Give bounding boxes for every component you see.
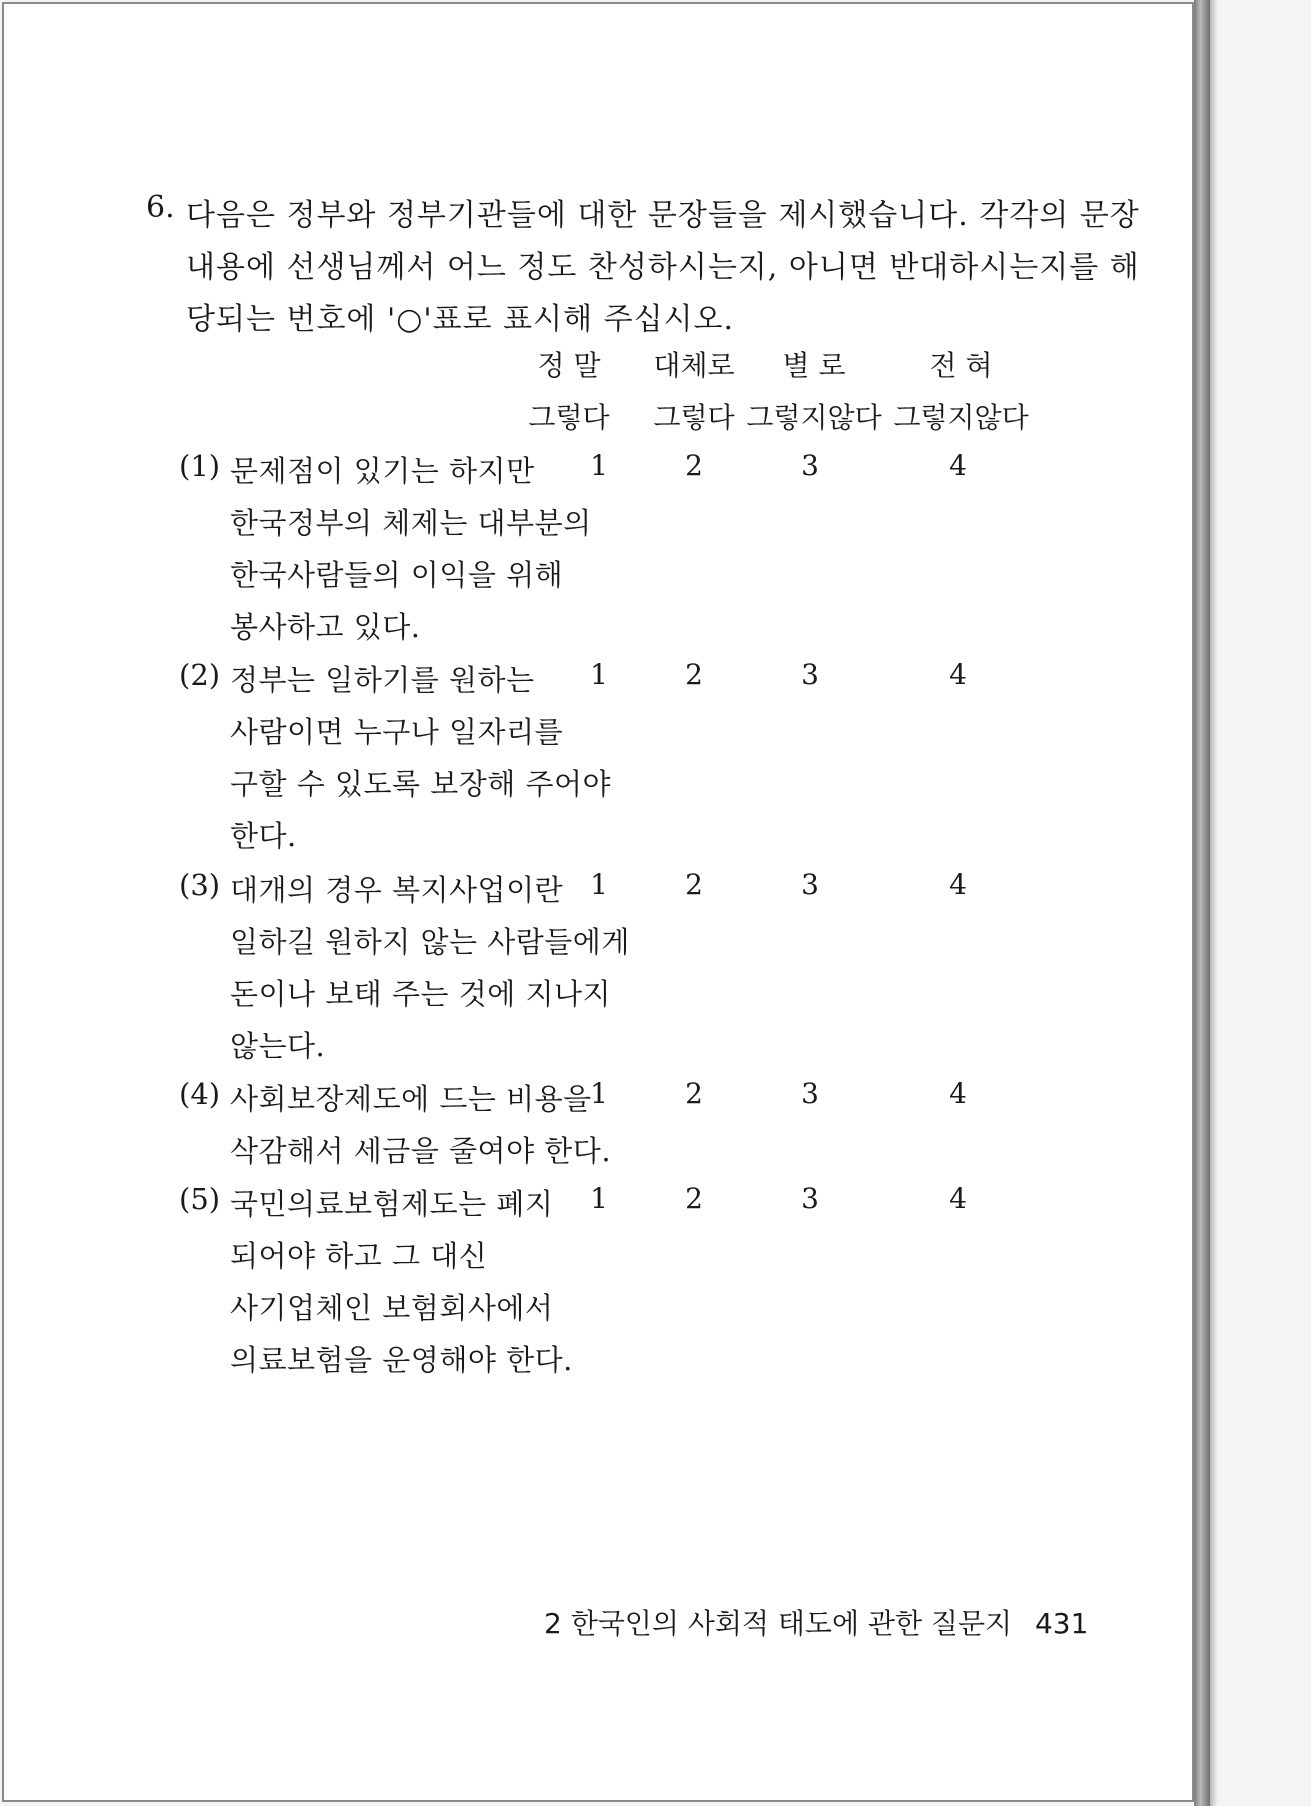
item-1-line-1: 문제점이 있기는 하지만 (230, 454, 535, 488)
document-page (2, 2, 1194, 1802)
item-1-number: (1) (179, 449, 221, 483)
item-2-line-2: 사람이면 누구나 일자리를 (230, 715, 564, 749)
item-2-choice-3[interactable]: 3 (801, 658, 819, 691)
item-5-line-3: 사기업체인 보험회사에서 (230, 1291, 554, 1325)
item-4-number: (4) (179, 1077, 221, 1111)
item-4-choice-2[interactable]: 2 (685, 1077, 703, 1110)
item-3-number: (3) (179, 868, 221, 902)
question-line-1: 다음은 정부와 정부기관들에 대한 문장들을 제시했습니다. 각각의 문장 (186, 198, 1140, 233)
page-footer (544, 1602, 1088, 1642)
item-1-line-3: 한국사람들의 이익을 위해 (230, 558, 564, 592)
scale-header-3-bottom: 그렇지않다 (746, 401, 882, 434)
item-4-choice-4[interactable]: 4 (949, 1077, 967, 1110)
item-2-choice-1[interactable]: 1 (590, 658, 608, 691)
page-number: 431 (1034, 1607, 1089, 1640)
book-spine-edge (1194, 0, 1210, 1806)
item-3-choice-4[interactable]: 4 (949, 868, 967, 901)
scale-header-4-top: 전 혀 (929, 349, 993, 382)
item-2-line-4: 한다. (230, 819, 297, 853)
item-5-choice-3[interactable]: 3 (801, 1182, 819, 1215)
item-3-choice-3[interactable]: 3 (801, 868, 819, 901)
question-line-3: 당되는 번호에 '○'표로 표시해 주십시오. (186, 302, 735, 337)
item-4-choice-3[interactable]: 3 (801, 1077, 819, 1110)
item-3-line-2: 일하길 원하지 않는 사람들에게 (230, 925, 630, 959)
item-4-line-2: 삭감해서 세금을 줄여야 한다. (230, 1134, 612, 1168)
item-1-line-4: 봉사하고 있다. (230, 610, 421, 644)
item-3-choice-1[interactable]: 1 (590, 868, 608, 901)
item-2-number: (2) (179, 658, 221, 692)
item-5-choice-2[interactable]: 2 (685, 1182, 703, 1215)
item-1-choice-4[interactable]: 4 (949, 449, 967, 482)
item-5-line-2: 되어야 하고 그 대신 (230, 1239, 488, 1273)
scale-header-3-top: 별 로 (782, 349, 846, 382)
item-5-number: (5) (179, 1182, 221, 1216)
item-1-line-2: 한국정부의 체제는 대부분의 (230, 506, 592, 540)
item-2-choice-4[interactable]: 4 (949, 658, 967, 691)
scale-header-4-bottom: 그렇지않다 (893, 401, 1029, 434)
item-3-line-1: 대개의 경우 복지사업이란 (230, 873, 564, 907)
item-2-line-3: 구할 수 있도록 보장해 주어야 (230, 767, 612, 801)
item-3-line-4: 않는다. (230, 1029, 326, 1063)
item-5-line-1: 국민의료보험제도는 폐지 (230, 1187, 554, 1221)
scale-header-2-top: 대체로 (653, 349, 735, 382)
footer-section-title: 2 한국인의 사회적 태도에 관한 질문지 (544, 1607, 1013, 1640)
item-5-choice-1[interactable]: 1 (590, 1182, 608, 1215)
item-1-choice-3[interactable]: 3 (801, 449, 819, 482)
item-4-choice-1[interactable]: 1 (590, 1077, 608, 1110)
item-1-choice-2[interactable]: 2 (685, 449, 703, 482)
question-line-2: 내용에 선생님께서 어느 정도 찬성하시는지, 아니면 반대하시는지를 해 (186, 250, 1140, 285)
item-5-choice-4[interactable]: 4 (949, 1182, 967, 1215)
item-3-choice-2[interactable]: 2 (685, 868, 703, 901)
question-number: 6. (146, 190, 175, 225)
item-3-line-3: 돈이나 보태 주는 것에 지나지 (230, 977, 612, 1011)
scale-header-2-bottom: 그렇다 (653, 401, 735, 434)
spine-shadow (1210, 0, 1218, 1806)
item-1-choice-1[interactable]: 1 (590, 449, 608, 482)
item-5-line-4: 의료보험을 운영해야 한다. (230, 1343, 573, 1377)
item-2-line-1: 정부는 일하기를 원하는 (230, 663, 535, 697)
scale-header-1-top: 정 말 (537, 349, 601, 382)
item-2-choice-2[interactable]: 2 (685, 658, 703, 691)
item-4-line-1: 사회보장제도에 드는 비용을 (230, 1082, 592, 1116)
scale-header-1-bottom: 그렇다 (528, 401, 610, 434)
